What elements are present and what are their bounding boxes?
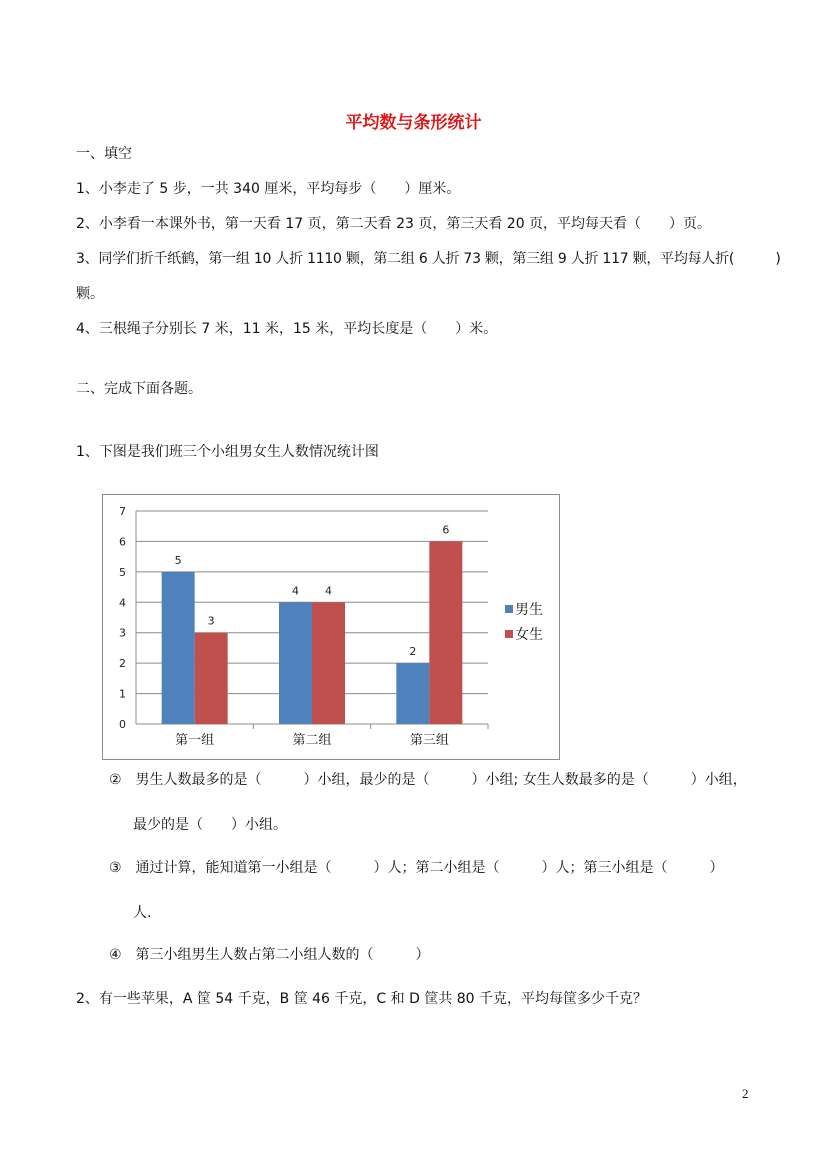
data-label: 5 [174,553,182,567]
section-heading-exercises: 二、完成下面各题。 [76,381,202,397]
bar-boys [279,602,312,724]
data-label: 3 [207,614,215,628]
legend-swatch [505,630,513,638]
bar-girls [312,602,345,724]
x-tick-label: 第三组 [409,733,449,748]
bar-girls [195,633,228,724]
data-label: 4 [325,584,332,598]
y-tick-label: 1 [119,687,126,701]
y-tick-label: 7 [119,505,126,518]
y-tick-label: 6 [119,535,126,549]
question-4: 4、三根绳子分别长 7 米，11 米，15 米，平均长度是（ ）米。 [76,321,498,337]
y-tick-label: 0 [119,718,126,731]
question-1: 1、小李走了 5 步，一共 340 厘米，平均每步（ ）厘米。 [76,181,461,197]
data-label: 6 [442,523,450,537]
x-tick-label: 第一组 [175,733,215,748]
problem-2: 2、有一些苹果，A 筐 54 千克，B 筐 46 千克，C 和 D 筐共 80 千克，平均每筐多少千克？ [76,991,648,1007]
legend-swatch [505,605,513,613]
data-label: 4 [292,584,299,598]
y-tick-label: 3 [119,626,126,640]
legend-label: 男生 [515,602,543,618]
sub-question-4: ④ 第三小组男生人数占第二小组人数的（ ） [109,947,430,963]
bar-boys [162,572,195,724]
x-tick-label: 第二组 [292,733,332,748]
bar-chart [102,494,560,760]
sub-question-3: ③ 通过计算，能知道第一小组是（ ）人；第二小组是（ ）人；第三小组是（ ） [109,860,724,876]
bar-girls [429,541,462,724]
page-title: 平均数与条形统计 [345,113,482,133]
question-3-continued: 颗。 [76,286,104,302]
problem-1-intro: 1、下图是我们班三个小组男女生人数情况统计图 [76,444,379,460]
legend-label: 女生 [515,627,543,643]
bar-chart-svg [103,495,559,759]
sub-question-3-continued: 人. [133,905,152,921]
sub-question-2-continued: 最少的是（ ）小组。 [133,817,287,833]
y-tick-label: 5 [119,565,126,579]
question-2: 2、小李看一本课外书，第一天看 17 页，第二天看 23 页，第三天看 20 页，平均每天看（ ）页。 [76,216,712,232]
sub-question-2: ② 男生人数最多的是（ ）小组，最少的是（ ）小组; 女生人数最多的是（ ）小组， [109,772,747,788]
page-number: 2 [742,1086,749,1101]
y-tick-label: 2 [119,657,126,671]
y-tick-label: 4 [119,596,126,610]
bar-boys [396,663,429,724]
data-label: 2 [409,645,417,659]
question-3: 3、同学们折千纸鹤，第一组 10 人折 1110 颗，第二组 6 人折 73 颗，第三组 9 人折 117 颗，平均每人折( ) [76,251,781,267]
section-heading-fill-in: 一、填空 [76,146,132,162]
